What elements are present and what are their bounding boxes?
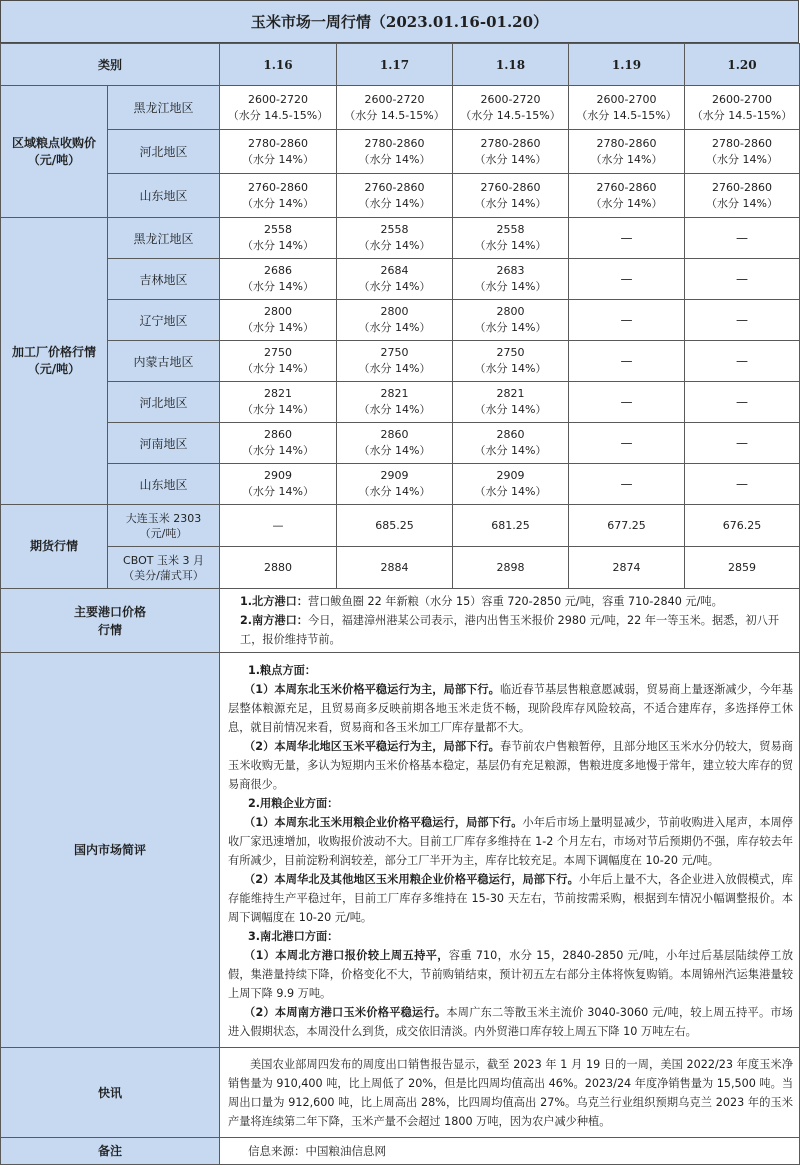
price-cell [220, 174, 337, 218]
price-cell [337, 174, 453, 218]
empty-dash: — [685, 423, 800, 464]
price-cell [569, 174, 685, 218]
futures-value: 676.25 [685, 505, 800, 547]
region-name: 黑龙江地区 [108, 86, 220, 130]
moisture-note: （水分 14%） [474, 444, 547, 457]
moisture-note: （水分 14%） [242, 280, 314, 293]
moisture-note: （水分 14%） [358, 362, 431, 375]
moisture-note: （水分 14.5-15%） [460, 108, 561, 122]
price-range: 2909 [264, 469, 293, 482]
price-cell [220, 130, 337, 174]
remarks-row [1, 1138, 800, 1165]
moisture-note: （水分 14%） [242, 152, 314, 166]
price-range: 2760-2860 [248, 180, 308, 194]
review-paragraph: （1）本周东北玉米价格平稳运行为主，局部下行。临近春节基层售粮意愿减弱，贸易商上量逐渐减少，今年基层整体粮源充足，且贸易商多反映前期各地玉米走货不畅，现阶段库存风险较高，不适合建库存，多选择停工休息，就目前情况来看，贸易商和各玉米加工厂库存量都不大。 [228, 683, 794, 734]
price-cell [453, 382, 569, 423]
moisture-note: （水分 14.5-15%） [344, 108, 445, 122]
ports-row [1, 589, 800, 653]
price-cell [453, 174, 569, 218]
review-section-title: 3.南北港口方面： [248, 930, 339, 943]
news-label: 快讯 [1, 1048, 220, 1138]
regional-row [1, 174, 800, 218]
price-range: 2760-2860 [364, 180, 425, 194]
empty-dash: — [569, 300, 685, 341]
price-range: 2780-2860 [248, 136, 308, 150]
futures-contract: CBOT 玉米 3 月 （美分/蒲式耳） [108, 547, 220, 589]
price-cell [337, 86, 453, 130]
remarks-label: 备注 [1, 1138, 220, 1165]
header-date: 1.17 [337, 44, 453, 86]
header-row [1, 44, 800, 86]
futures-value: 2884 [337, 547, 453, 589]
moisture-note: （水分 14%） [706, 196, 778, 210]
price-range: 2780-2860 [596, 136, 657, 150]
price-range: 2600-2720 [248, 92, 308, 106]
price-cell [685, 86, 800, 130]
price-cell [337, 259, 453, 300]
factory-row [1, 464, 800, 505]
price-cell [220, 464, 337, 505]
moisture-note: （水分 14%） [242, 362, 314, 375]
price-cell [220, 382, 337, 423]
regional-row [1, 130, 800, 174]
north-port-line: 1.北方港口：营口鲅鱼圈 22 年新粮（水分 15）容重 720-2850 元/吨，容重 710-2840 元/吨。 [240, 595, 723, 608]
price-range: 2780-2860 [712, 136, 772, 150]
page-title: 玉米市场一周行情（2023.01.16-01.20） [0, 0, 799, 43]
price-range: 2800 [264, 305, 293, 318]
price-range: 2760-2860 [596, 180, 657, 194]
moisture-note: （水分 14%） [474, 485, 547, 498]
regional-row [1, 86, 800, 130]
futures-value: 677.25 [569, 505, 685, 547]
moisture-note: （水分 14%） [242, 403, 314, 416]
ports-content [220, 589, 800, 653]
empty-dash: — [569, 259, 685, 300]
news-row [1, 1048, 800, 1138]
moisture-note: （水分 14%） [358, 239, 431, 252]
price-range: 2683 [496, 264, 525, 277]
price-cell [220, 423, 337, 464]
moisture-note: （水分 14%） [474, 196, 547, 210]
review-section-title: 2.用粮企业方面： [248, 797, 339, 810]
factory-section [1, 218, 800, 505]
price-cell [569, 130, 685, 174]
moisture-note: （水分 14%） [358, 152, 431, 166]
price-range: 2780-2860 [480, 136, 541, 150]
ports-label: 主要港口价格 行情 [1, 589, 220, 653]
futures-label: 期货行情 [1, 505, 108, 589]
price-range: 2860 [496, 428, 525, 441]
review-row [1, 653, 800, 1048]
price-cell [220, 218, 337, 259]
moisture-note: （水分 14.5-15%） [691, 108, 793, 122]
futures-value: 681.25 [453, 505, 569, 547]
factory-row [1, 423, 800, 464]
price-range: 2750 [264, 346, 293, 359]
factory-row [1, 341, 800, 382]
review-content [220, 653, 800, 1048]
price-cell [453, 341, 569, 382]
factory-label: 加工厂价格行情 （元/吨） [1, 218, 108, 505]
region-name: 黑龙江地区 [108, 218, 220, 259]
price-range: 2760-2860 [480, 180, 541, 194]
moisture-note: （水分 14%） [242, 239, 314, 252]
price-range: 2909 [496, 469, 525, 482]
remarks-content: 信息来源：中国粮油信息网 [220, 1138, 800, 1165]
empty-dash: — [569, 218, 685, 259]
empty-dash: — [685, 259, 800, 300]
south-port-line: 2.南方港口：今日，福建漳州港某公司表示，港内出售玉米报价 2980 元/吨，22 年一等玉米。据悉，初八开工，报价维持节前。 [240, 614, 780, 646]
empty-dash: — [685, 382, 800, 423]
moisture-note: （水分 14%） [474, 239, 547, 252]
price-cell [337, 341, 453, 382]
futures-section [1, 505, 800, 589]
moisture-note: （水分 14.5-15%） [227, 108, 329, 122]
futures-value: — [220, 505, 337, 547]
price-range: 2800 [380, 305, 409, 318]
price-range: 2750 [496, 346, 525, 359]
review-paragraph: （2）本周南方港口玉米价格平稳运行。本周广东二等散玉米主流价 3040-3060 元/吨，较上周五持平。市场进入假期状态，本周没什么到货，成交依旧清淡。内外贸港口库存较上周五下降 10 万吨左右。 [228, 1006, 793, 1038]
factory-row [1, 300, 800, 341]
empty-dash: — [685, 218, 800, 259]
moisture-note: （水分 14%） [358, 485, 431, 498]
price-cell [453, 218, 569, 259]
price-cell [453, 130, 569, 174]
price-range: 2600-2720 [364, 92, 425, 106]
moisture-note: （水分 14%） [590, 196, 663, 210]
region-name: 山东地区 [108, 174, 220, 218]
moisture-note: （水分 14%） [474, 403, 547, 416]
factory-row [1, 382, 800, 423]
moisture-note: （水分 14%） [706, 152, 778, 166]
empty-dash: — [569, 341, 685, 382]
price-range: 2821 [380, 387, 409, 400]
region-name: 吉林地区 [108, 259, 220, 300]
empty-dash: — [569, 464, 685, 505]
price-cell [337, 300, 453, 341]
moisture-note: （水分 14.5-15%） [576, 108, 677, 122]
price-cell [220, 259, 337, 300]
header-date: 1.16 [220, 44, 337, 86]
price-cell [453, 464, 569, 505]
region-name: 河北地区 [108, 130, 220, 174]
moisture-note: （水分 14%） [358, 321, 431, 334]
review-section-title: 1.粮点方面： [248, 664, 316, 677]
price-range: 2600-2700 [712, 92, 772, 106]
moisture-note: （水分 14%） [242, 485, 314, 498]
review-label: 国内市场简评 [1, 653, 220, 1048]
price-range: 2600-2720 [480, 92, 541, 106]
price-cell [453, 300, 569, 341]
moisture-note: （水分 14%） [242, 444, 314, 457]
region-name: 内蒙古地区 [108, 341, 220, 382]
price-range: 2750 [380, 346, 409, 359]
price-cell [453, 259, 569, 300]
price-range: 2800 [496, 305, 525, 318]
review-paragraph: （1）本周北方港口报价较上周五持平，容重 710，水分 15，2840-2850 元/吨，小年过后基层陆续停工放假，集港量持续下降，价格变化不大，节前购销结束，预计初五左右部分主体将恢复购销。本周锦州汽运集港量较上周下降 9.9 万吨。 [228, 949, 794, 1000]
price-range: 2684 [380, 264, 409, 277]
price-cell [685, 130, 800, 174]
price-range: 2558 [380, 223, 409, 236]
futures-value: 2880 [220, 547, 337, 589]
review-paragraph: （2）本周华北及其他地区玉米用粮企业价格平稳运行，局部下行。小年后上量不大，各企业进入放假模式，库存能维持生产平稳过年，目前工厂库存多维持在 15-30 天左右，节前按需采购，根据到车情况小幅调整报价。本周下调幅度在 10-20 元/吨。 [228, 873, 794, 924]
price-range: 2860 [380, 428, 409, 441]
futures-contract: 大连玉米 2303 （元/吨） [108, 505, 220, 547]
moisture-note: （水分 14%） [242, 196, 314, 210]
moisture-note: （水分 14%） [358, 196, 431, 210]
price-cell [337, 423, 453, 464]
price-range: 2821 [496, 387, 525, 400]
empty-dash: — [569, 423, 685, 464]
price-range: 2760-2860 [712, 180, 772, 194]
price-range: 2686 [264, 264, 293, 277]
futures-row [1, 505, 800, 547]
price-range: 2600-2700 [596, 92, 657, 106]
futures-value: 2898 [453, 547, 569, 589]
price-range: 2558 [264, 223, 293, 236]
price-table [0, 43, 800, 1165]
moisture-note: （水分 14%） [474, 321, 547, 334]
empty-dash: — [685, 341, 800, 382]
region-name: 河北地区 [108, 382, 220, 423]
moisture-note: （水分 14%） [474, 152, 547, 166]
news-content: 美国农业部周四发布的周度出口销售报告显示，截至 2023 年 1 月 19 日的一周，美国 2022/23 年度玉米净销售量为 910,400 吨，比上周低了 20%，但是比四周均值高出 46%。2023/24 年度净销售量为 15,500 吨。当周出口量为 912,600 吨，比上周高出 28%，比四周均值高出 27%。乌克兰行业组织预期乌克兰 2023 年的玉米产量将连续第二年下降，玉米产量不会超过 1800 万吨，因为农户减少种植。 [220, 1048, 800, 1138]
factory-row [1, 259, 800, 300]
review-paragraph: （2）本周华北地区玉米平稳运行为主，局部下行。春节前农户售粮暂停，且部分地区玉米水分仍较大，贸易商玉米收购无量，多认为短期内玉米价格基本稳定，基层仍有充足粮源，售粮进度多地慢于常年，建立较大库存的贸易商很少。 [228, 740, 794, 791]
price-cell [337, 382, 453, 423]
moisture-note: （水分 14%） [358, 280, 431, 293]
moisture-note: （水分 14%） [474, 362, 547, 375]
header-date: 1.20 [685, 44, 800, 86]
price-cell [337, 130, 453, 174]
region-name: 辽宁地区 [108, 300, 220, 341]
price-cell [220, 86, 337, 130]
regional-label: 区域粮点收购价 （元/吨） [1, 86, 108, 218]
empty-dash: — [685, 464, 800, 505]
review-paragraph: （1）本周东北玉米用粮企业价格平稳运行，局部下行。小年后市场上量明显减少，节前收购进入尾声，本周停收厂家迅速增加，收购报价波动不大。目前工厂库存多维持在 1-2 个月左右，市场对节后预期仍不强，库存较去年有所减少，目前淀粉利润较差，部分工厂半开为主，库存比较充足。本周下调幅度在 10-20 元/吨。 [228, 816, 794, 867]
price-range: 2909 [380, 469, 409, 482]
moisture-note: （水分 14%） [474, 280, 547, 293]
price-cell [569, 86, 685, 130]
factory-row [1, 218, 800, 259]
price-cell [337, 464, 453, 505]
price-range: 2558 [496, 223, 525, 236]
empty-dash: — [685, 300, 800, 341]
price-cell [220, 341, 337, 382]
moisture-note: （水分 14%） [242, 321, 314, 334]
header-category: 类别 [1, 44, 220, 86]
price-cell [453, 86, 569, 130]
price-cell [337, 218, 453, 259]
moisture-note: （水分 14%） [590, 152, 663, 166]
futures-value: 2874 [569, 547, 685, 589]
futures-value: 685.25 [337, 505, 453, 547]
empty-dash: — [569, 382, 685, 423]
price-cell [685, 174, 800, 218]
price-range: 2821 [264, 387, 293, 400]
futures-row [1, 547, 800, 589]
header-date: 1.19 [569, 44, 685, 86]
regional-section [1, 86, 800, 218]
price-cell [220, 300, 337, 341]
region-name: 河南地区 [108, 423, 220, 464]
futures-value: 2859 [685, 547, 800, 589]
moisture-note: （水分 14%） [358, 403, 431, 416]
moisture-note: （水分 14%） [358, 444, 431, 457]
header-date: 1.18 [453, 44, 569, 86]
region-name: 山东地区 [108, 464, 220, 505]
price-cell [453, 423, 569, 464]
price-range: 2780-2860 [364, 136, 425, 150]
price-range: 2860 [264, 428, 293, 441]
